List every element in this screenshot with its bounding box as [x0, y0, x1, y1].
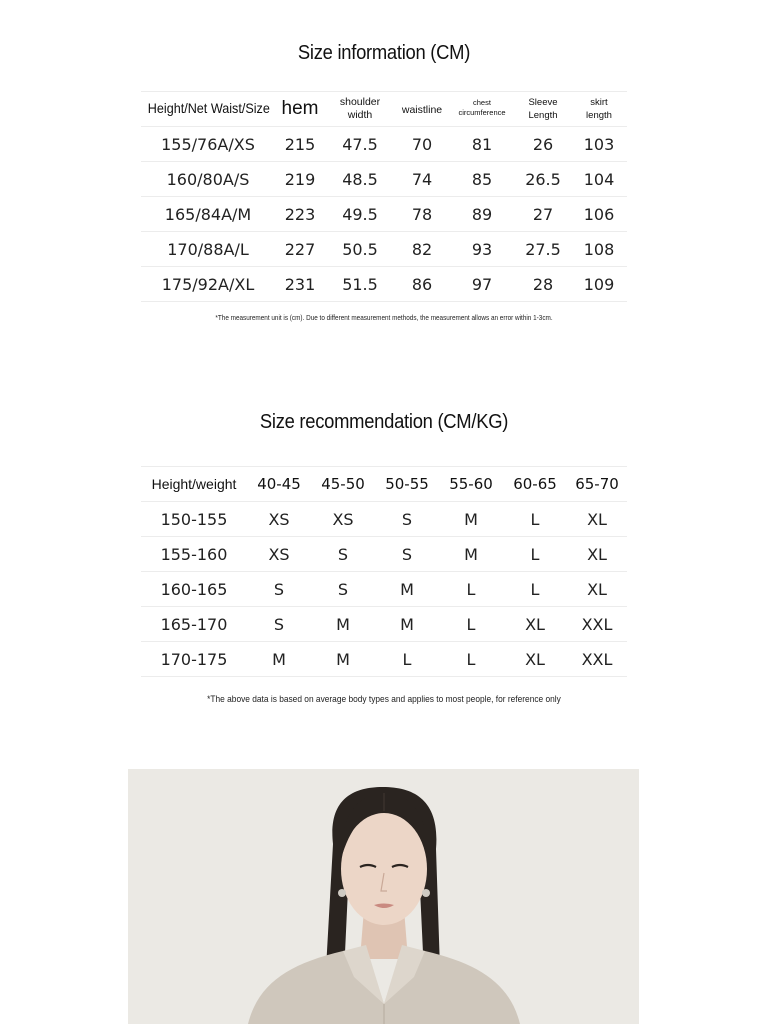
table-cell: XS [247, 502, 311, 537]
table-row [141, 572, 627, 607]
table-cell: M [311, 642, 375, 677]
height-range-cell: 165-170 [141, 607, 247, 642]
table-row [141, 197, 627, 232]
header-waistline: waistline [395, 92, 449, 127]
table-cell: 219 [275, 162, 325, 197]
header-size: Height/Net Waist/Size [141, 92, 275, 127]
table-row [141, 127, 627, 162]
table-cell: XXL [567, 642, 627, 677]
table-cell: 104 [571, 162, 627, 197]
table-cell: L [439, 607, 503, 642]
table-cell: 51.5 [325, 267, 395, 302]
header-weight-range: 45-50 [311, 467, 375, 502]
table-cell: M [439, 537, 503, 572]
table-cell: 50.5 [325, 232, 395, 267]
header-skirt-length: skirt length [571, 92, 627, 127]
model-photo [128, 769, 639, 1024]
table-cell: M [311, 607, 375, 642]
table-row [141, 607, 627, 642]
table-cell: 109 [571, 267, 627, 302]
table-cell: S [247, 607, 311, 642]
header-weight-range: 55-60 [439, 467, 503, 502]
header-chest-circumference: chest circumference [449, 92, 515, 127]
header-sleeve-length: Sleeve Length [515, 92, 571, 127]
table-cell: 223 [275, 197, 325, 232]
table-cell: 27.5 [515, 232, 571, 267]
table-cell: 48.5 [325, 162, 395, 197]
size-information-title: Size information (CM) [297, 42, 471, 64]
table-cell: L [439, 572, 503, 607]
table-cell: 85 [449, 162, 515, 197]
header-shoulder-width: shoulder width [325, 92, 395, 127]
table-row [141, 267, 627, 302]
table-cell: L [439, 642, 503, 677]
table-cell: M [375, 572, 439, 607]
table-cell: L [503, 537, 567, 572]
table-cell: 106 [571, 197, 627, 232]
table-header-row [141, 467, 627, 502]
table-row [141, 642, 627, 677]
table-cell: S [311, 537, 375, 572]
size-label-cell: 175/92A/XL [141, 267, 275, 302]
table-cell: M [247, 642, 311, 677]
table-cell: 86 [395, 267, 449, 302]
table-cell: XL [567, 502, 627, 537]
table-cell: M [375, 607, 439, 642]
table-cell: L [503, 502, 567, 537]
table-cell: 74 [395, 162, 449, 197]
size-label-cell: 160/80A/S [141, 162, 275, 197]
table-cell: 93 [449, 232, 515, 267]
table-cell: 231 [275, 267, 325, 302]
table-cell: S [311, 572, 375, 607]
header-weight-range: 60-65 [503, 467, 567, 502]
table-row [141, 162, 627, 197]
size-recommendation-note: *The above data is based on average body types and applies to most people, for reference only [207, 694, 561, 705]
size-label-cell: 170/88A/L [141, 232, 275, 267]
table-cell: XS [311, 502, 375, 537]
table-cell: 70 [395, 127, 449, 162]
table-cell: XL [503, 607, 567, 642]
model-illustration [128, 769, 639, 1024]
header-weight-range: 65-70 [567, 467, 627, 502]
table-cell: S [375, 502, 439, 537]
height-range-cell: 150-155 [141, 502, 247, 537]
table-cell: L [375, 642, 439, 677]
table-cell: 47.5 [325, 127, 395, 162]
table-cell: L [503, 572, 567, 607]
height-range-cell: 170-175 [141, 642, 247, 677]
table-cell: 103 [571, 127, 627, 162]
size-recommendation-table [141, 466, 627, 677]
table-cell: 82 [395, 232, 449, 267]
table-cell: M [439, 502, 503, 537]
size-recommendation-title: Size recommendation (CM/KG) [259, 411, 509, 433]
header-weight-range: 50-55 [375, 467, 439, 502]
header-height-weight: Height/weight [141, 467, 247, 502]
table-cell: 89 [449, 197, 515, 232]
table-cell: 27 [515, 197, 571, 232]
height-range-cell: 155-160 [141, 537, 247, 572]
header-hem: hem [275, 92, 325, 127]
size-information-note: *The measurement unit is (cm). Due to different measurement methods, the measurement allows an error within 1-3cm. [215, 313, 553, 322]
table-cell: 81 [449, 127, 515, 162]
size-label-cell: 155/76A/XS [141, 127, 275, 162]
table-cell: 227 [275, 232, 325, 267]
height-range-cell: 160-165 [141, 572, 247, 607]
table-cell: XL [567, 572, 627, 607]
size-label-cell: 165/84A/M [141, 197, 275, 232]
table-cell: 28 [515, 267, 571, 302]
table-cell: 78 [395, 197, 449, 232]
table-row [141, 232, 627, 267]
table-row [141, 537, 627, 572]
size-information-table [141, 91, 627, 302]
table-cell: XS [247, 537, 311, 572]
header-weight-range: 40-45 [247, 467, 311, 502]
table-cell: 215 [275, 127, 325, 162]
table-cell: XL [503, 642, 567, 677]
table-cell: 26 [515, 127, 571, 162]
table-cell: 108 [571, 232, 627, 267]
table-row [141, 502, 627, 537]
table-cell: 26.5 [515, 162, 571, 197]
table-cell: XL [567, 537, 627, 572]
table-cell: 97 [449, 267, 515, 302]
table-header-row [141, 92, 627, 127]
table-cell: XXL [567, 607, 627, 642]
table-cell: S [375, 537, 439, 572]
table-cell: 49.5 [325, 197, 395, 232]
table-cell: S [247, 572, 311, 607]
